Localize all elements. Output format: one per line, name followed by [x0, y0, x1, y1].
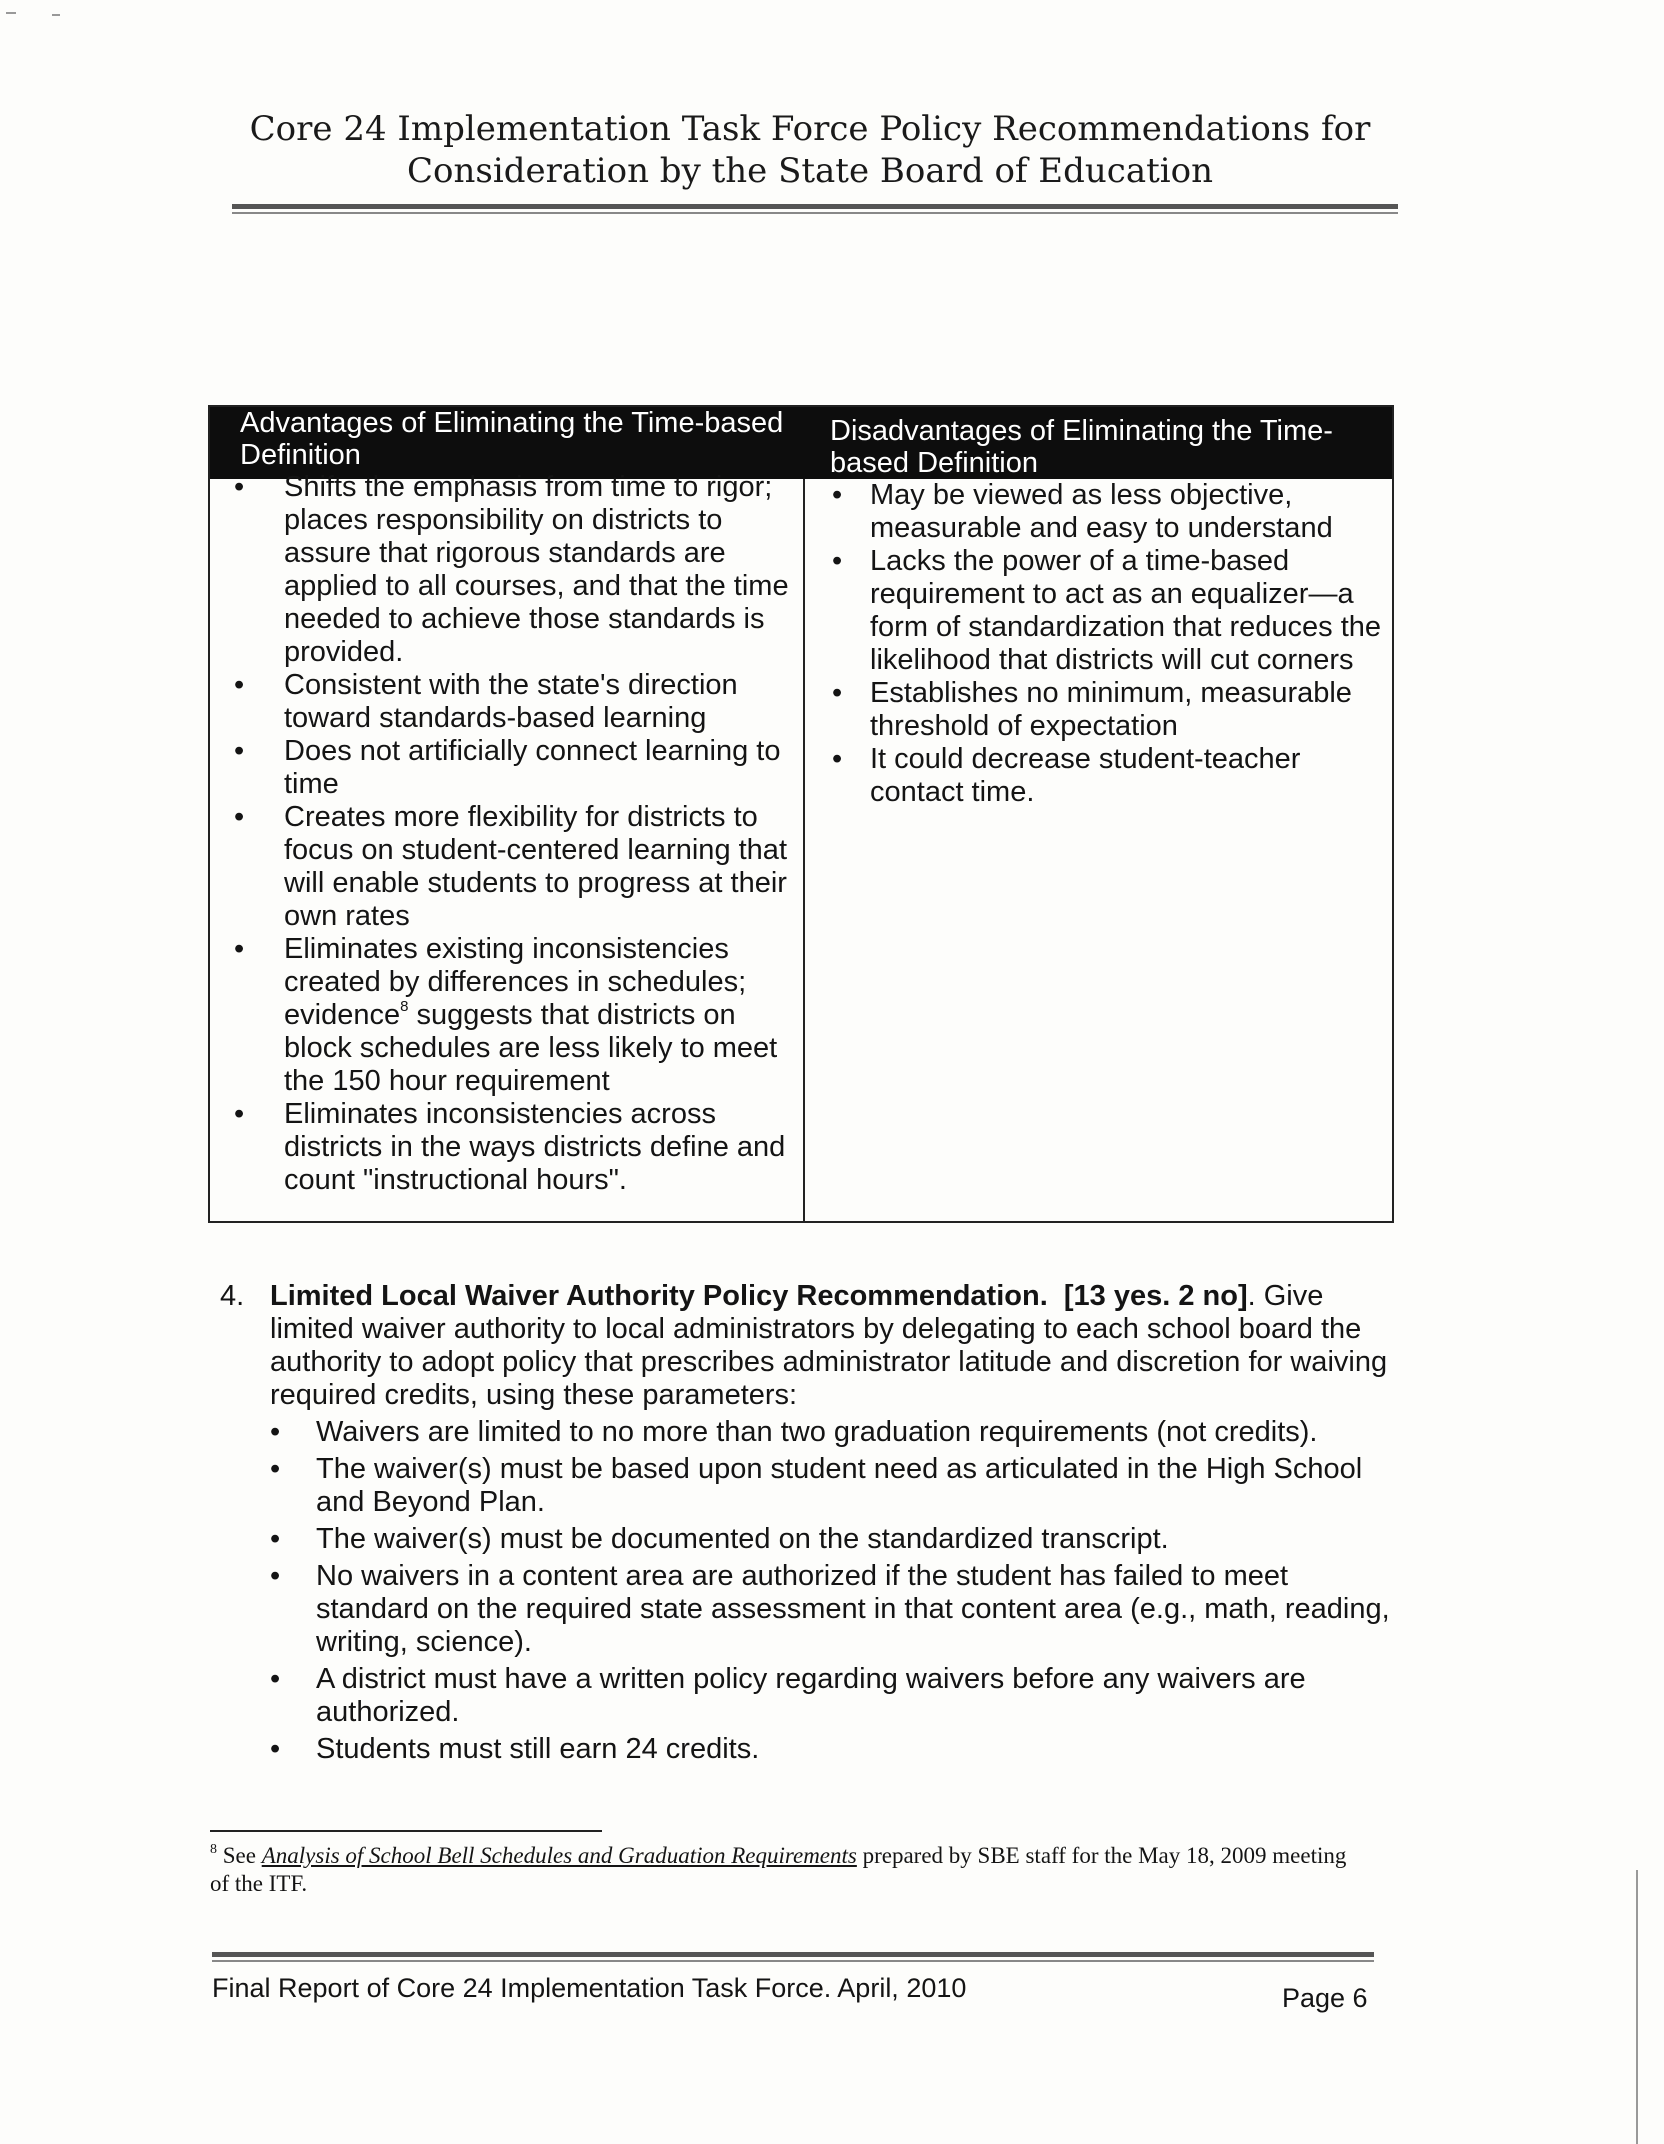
footnote-ref[interactable]: 8 [400, 998, 409, 1015]
advantage-text: Shifts the emphasis from time to rigor; places responsibility on districts to assure that rigorous standards are applied to all courses, and that the time needed to achieve those standards is provided. [284, 471, 789, 668]
disadvantage-text: It could decrease student-teacher contact time. [870, 743, 1301, 808]
list-item [822, 479, 1387, 545]
footnote-marker: 8 [210, 1842, 217, 1857]
bullet-icon: • [234, 735, 245, 767]
waiver-parameters-list [270, 1416, 1390, 1766]
parameter-text: The waiver(s) must be based upon student need as articulated in the High School and Beyond Plan. [316, 1453, 1363, 1518]
list-item [270, 1453, 1390, 1519]
disadvantages-cell [822, 479, 1387, 809]
section-body [270, 1280, 1390, 1766]
disadvantages-header: Disadvantages of Eliminating the Time-based Definition [830, 415, 1333, 479]
list-item [224, 1098, 799, 1197]
list-item [224, 801, 799, 933]
advantage-text-continued: suggests that districts on block schedules are less likely to meet the 150 hour requirement [284, 999, 778, 1097]
footer-report-title: Final Report of Core 24 Implementation Task Force. April, 2010 [212, 1973, 967, 2003]
list-item [822, 545, 1387, 677]
bullet-icon: • [270, 1453, 281, 1485]
bullet-icon: • [234, 1098, 245, 1130]
list-item [224, 471, 799, 669]
list-item [270, 1416, 1390, 1449]
footnote [210, 1842, 1370, 1898]
bullet-icon: • [270, 1733, 281, 1765]
list-item [822, 677, 1387, 743]
bullet-icon: • [270, 1663, 281, 1695]
advantage-text: Consistent with the state's direction toward standards-based learning [284, 669, 738, 734]
disadvantage-text: Lacks the power of a time-based requirement to act as an equalizer—a form of standardization that reduces the likelihood that districts will cut corners [870, 545, 1382, 676]
footer-rule [212, 1952, 1374, 1957]
advantages-header: Advantages of Eliminating the Time-based Definition [240, 407, 784, 471]
advantages-list [224, 471, 799, 1197]
bullet-icon: • [234, 471, 245, 503]
footnote-separator [210, 1830, 602, 1832]
bullet-icon: • [234, 669, 245, 701]
advantages-cell [224, 471, 799, 1197]
disadvantage-text: Establishes no minimum, measurable threshold of expectation [870, 677, 1352, 742]
parameter-text: Waivers are limited to no more than two graduation requirements (not credits). [316, 1416, 1318, 1448]
bullet-icon: • [270, 1416, 281, 1448]
parameter-text: The waiver(s) must be documented on the standardized transcript. [316, 1523, 1169, 1555]
column-divider [803, 479, 805, 1221]
header-title-line1: Core 24 Implementation Task Force Policy Recommendations for [249, 109, 1371, 149]
scan-speck [52, 14, 60, 16]
bullet-icon: • [832, 479, 843, 511]
list-item [270, 1663, 1390, 1729]
section-heading: Limited Local Waiver Authority Policy Recommendation. [270, 1280, 1048, 1312]
list-item [270, 1523, 1390, 1556]
advantage-text: Eliminates inconsistencies across districts in the ways districts define and count "instructional hours". [284, 1098, 786, 1196]
table-header-row [210, 407, 1392, 479]
parameter-text: No waivers in a content area are authorized if the student has failed to meet standard on the required state assessment in that content area (e.g., math, reading, writing, science). [316, 1560, 1390, 1658]
vote-count: [13 yes. 2 no] [1063, 1280, 1248, 1312]
parameter-text: A district must have a written policy regarding waivers before any waivers are authorized. [316, 1663, 1306, 1728]
footnote-source-link[interactable]: Analysis of School Bell Schedules and Graduation Requirements [261, 1843, 857, 1868]
page-number: Page 6 [1282, 1983, 1368, 2013]
footer-rule-thin [212, 1960, 1374, 1962]
footnote-suffix: prepared by SBE staff for the May 18, 2009 meeting of the ITF. [210, 1843, 1347, 1896]
bullet-icon: • [270, 1523, 281, 1555]
list-item [224, 933, 799, 1098]
disadvantage-text: May be viewed as less objective, measurable and easy to understand [870, 479, 1333, 544]
advantage-evidence-word: evidence [284, 999, 401, 1031]
list-item [224, 669, 799, 735]
advantage-text: Creates more flexibility for districts to focus on student-centered learning that will enable students to progress at their own rates [284, 801, 787, 932]
list-item [822, 743, 1387, 809]
parameter-text: Students must still earn 24 credits. [316, 1733, 760, 1765]
scan-speck [1636, 1870, 1638, 2144]
bullet-icon: • [234, 933, 245, 965]
list-item [224, 735, 799, 801]
bullet-icon: • [234, 801, 245, 833]
bullet-icon: • [832, 545, 843, 577]
list-item [270, 1733, 1390, 1766]
recommendation-section [220, 1280, 1390, 1770]
bullet-icon: • [832, 677, 843, 709]
section-number: 4. [220, 1280, 245, 1312]
section-intro: . Give limited waiver authority to local administrators by delegating to each school board the authority to adopt policy that prescribes administrator latitude and discretion for waiving required credits, using these parameters: [270, 1280, 1388, 1411]
footnote-prefix: See [217, 1843, 262, 1868]
header-rule-thin [232, 212, 1398, 214]
bullet-icon: • [832, 743, 843, 775]
list-item [270, 1560, 1390, 1659]
page-header-title [230, 108, 1390, 192]
advantage-text: Eliminates existing inconsistencies created by differences in schedules; [284, 933, 747, 998]
header-rule [232, 204, 1398, 209]
comparison-table [208, 405, 1394, 1223]
header-title-line2: Consideration by the State Board of Education [406, 151, 1214, 191]
scan-speck [6, 12, 16, 14]
bullet-icon: • [270, 1560, 281, 1592]
advantage-text: Does not artificially connect learning to time [284, 735, 781, 800]
disadvantages-list [822, 479, 1387, 809]
